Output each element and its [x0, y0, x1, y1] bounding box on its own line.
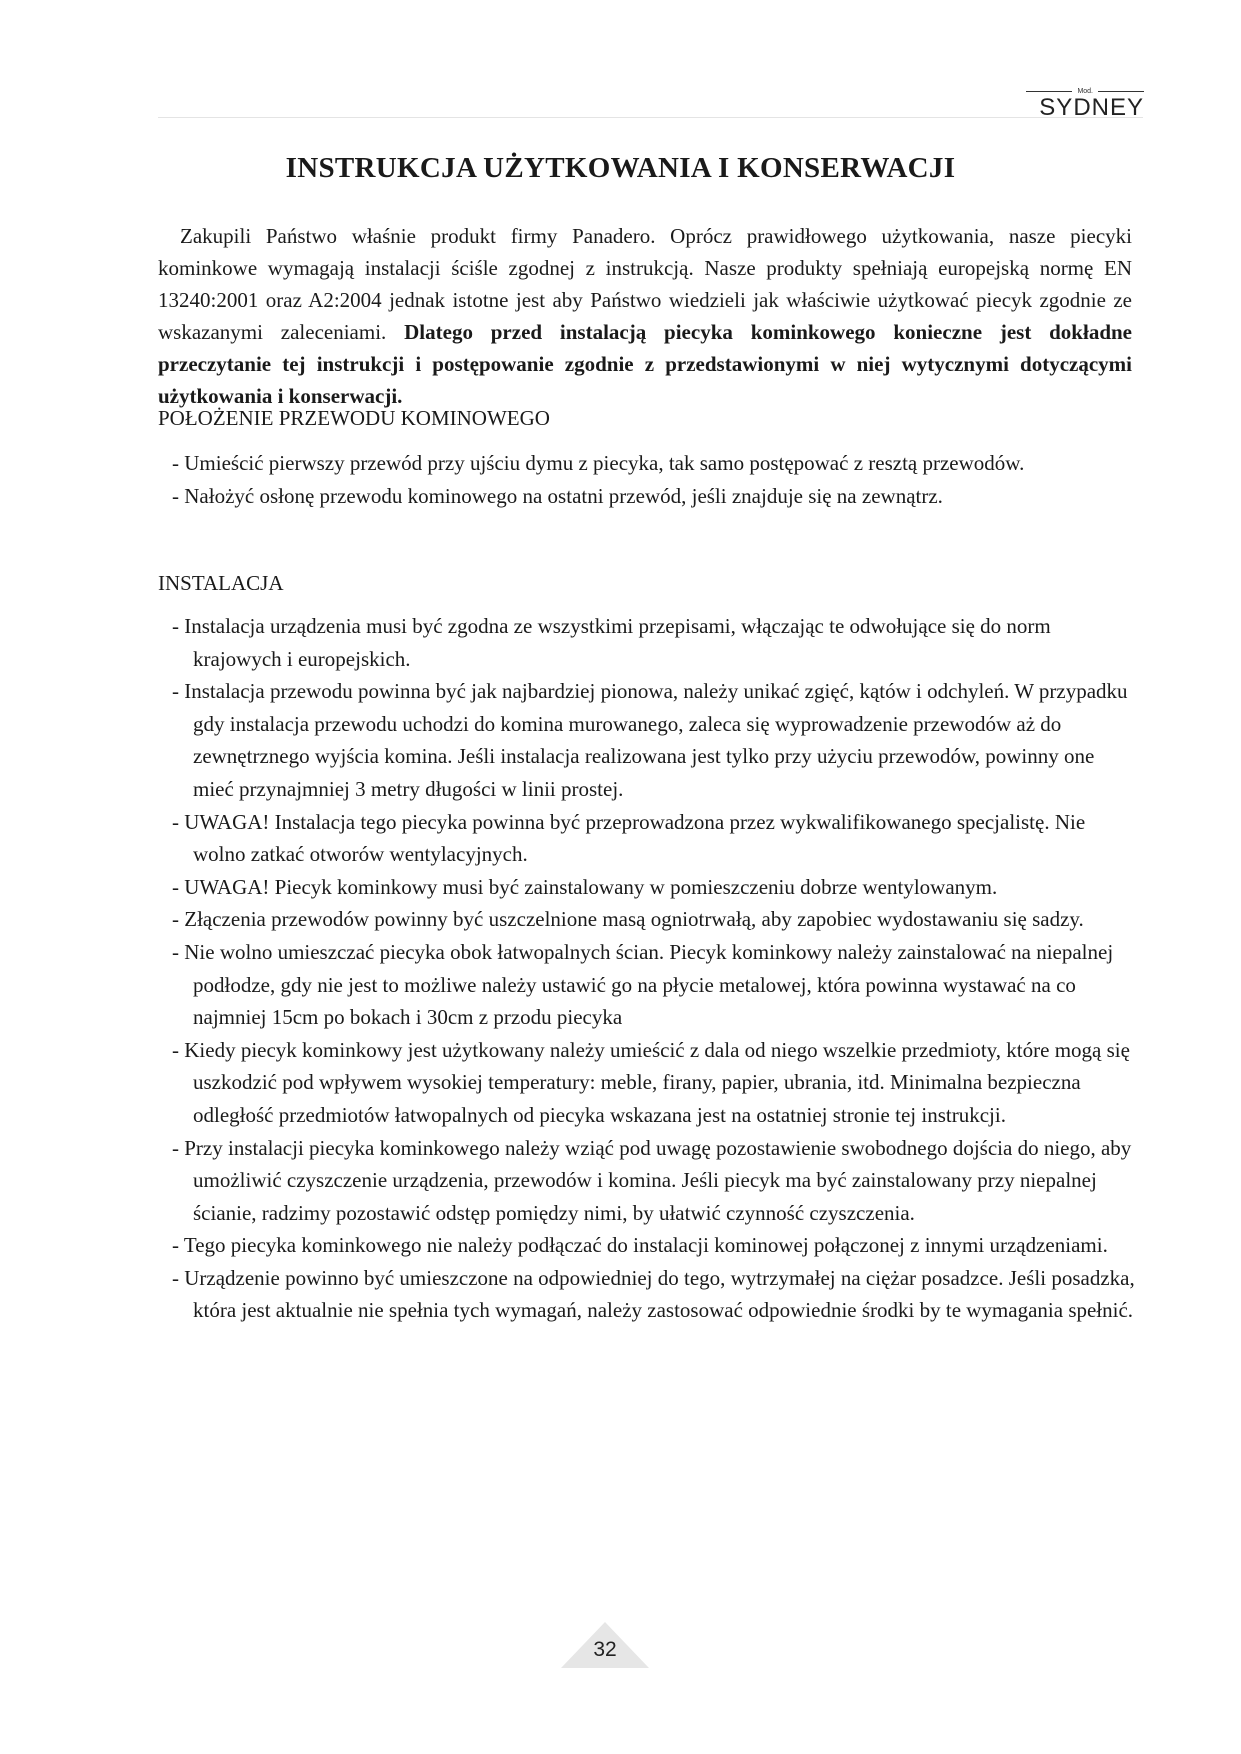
- list-item: - Tego piecyka kominkowego nie należy podłączać do instalacji kominowej połączonej z innymi urządzeniami.: [172, 1233, 1108, 1258]
- intro-text: Zakupili Państwo właśnie produkt firmy Panadero. Oprócz prawidłowego użytkowania, nasze piecyki kominkowe wymagają instalacji ściśle zgodnej z instrukcją. Nasze produkty spełniają europejską normę EN 13240:2001 oraz A2:2004 jednak istotne jest aby Państwo wiedzieli jak właściwie użytkować piecyk zgodnie ze wskazanymi zaleceniami.: [158, 224, 1132, 344]
- brand-logo: [1004, 86, 1144, 120]
- list-item: - UWAGA! Piecyk kominkowy musi być zainstalowany w pomieszczeniu dobrze wentylowanym.: [172, 874, 998, 899]
- list-item: - Instalacja urządzenia musi być zgodna ze wszystkimi przepisami, włączając te odwołujące się do norm krajowych i europejskich.: [172, 614, 1051, 671]
- mod-rule-left: [1026, 91, 1072, 92]
- header-rule: [158, 117, 1143, 118]
- page-number-badge: [561, 1622, 649, 1668]
- installation-list: [172, 610, 1136, 1327]
- list-item: - Instalacja przewodu powinna być jak najbardziej pionowa, należy unikać zgięć, kątów i odchyleń. W przypadku gdy instalacja przewodu uchodzi do komina murowanego, zaleca się wyprowadzenie przewodów aż do zewnętrznego wyjścia komina. Jeśli instalacja realizowana jest tylko przy użyciu przewodów, powinny one mieć przynajmniej 3 metry długości w linii prostej.: [172, 679, 1128, 801]
- model-name: SYDNEY: [1039, 94, 1144, 121]
- list-item: - Nałożyć osłonę przewodu kominowego na ostatni przewód, jeśli znajduje się na zewnątrz.: [172, 483, 943, 508]
- intro-paragraph: [158, 220, 1132, 412]
- list-item: - UWAGA! Instalacja tego piecyka powinna być przeprowadzona przez wykwalifikowanego specjalistę. Nie wolno zatkać otworów wentylacyjnych.: [172, 809, 1086, 867]
- list-item: - Kiedy piecyk kominkowy jest użytkowany należy umieścić z dala od niego wszelkie przedmioty, które mogą się uszkodzić pod wpływem wysokiej temperatury: meble, firany, papier, ubrania, itd. Minimalna bezpieczna odległość przedmiotów łatwopalnych od piecyka wskazana jest na ostatniej stronie tej instrukcji.: [172, 1037, 1130, 1127]
- page-title: INSTRUKCJA UŻYTKOWANIA I KONSERWACJI: [285, 152, 956, 184]
- list-item: - Urządzenie powinno być umieszczone na odpowiedniej do tego, wytrzymałej na ciężar posadzce. Jeśli posadzka, która jest aktualnie nie spełnia tych wymagań, należy zastosować odpowiednie środki by te wymagania spełnić.: [172, 1265, 1135, 1323]
- mod-rule-right: [1098, 91, 1144, 92]
- section-heading-installation: INSTALACJA: [158, 571, 284, 595]
- chimney-list: [172, 447, 1136, 512]
- intro-bold-text: Dlatego przed instalacją piecyka kominkowego konieczne jest dokładne przeczytanie tej instrukcji i postępowanie zgodnie z przedstawionymi w niej wytycznymi dotyczącymi użytkowania i konserwacji.: [158, 320, 1133, 408]
- page-number: 32: [593, 1638, 617, 1661]
- section-heading-chimney: POŁOŻENIE PRZEWODU KOMINOWEGO: [158, 406, 550, 430]
- list-item: - Nie wolno umieszczać piecyka obok łatwopalnych ścian. Piecyk kominkowy należy zainstalować na niepalnej podłodze, gdy nie jest to możliwe należy ustawić go na płycie metalowej, która powinna wystawać na co najmniej 15cm po bokach i 30cm z przodu piecyka: [172, 939, 1114, 1030]
- mod-label: Mod.: [1077, 87, 1093, 95]
- list-item: - Umieścić pierwszy przewód przy ujściu dymu z piecyka, tak samo postępować z resztą przewodów.: [172, 451, 1025, 475]
- list-item: - Złączenia przewodów powinny być uszczelnione masą ogniotrwałą, aby zapobiec wydostawaniu się sadzy.: [172, 907, 1084, 932]
- list-item: - Przy instalacji piecyka kominkowego należy wziąć pod uwagę pozostawienie swobodnego dojścia do niego, aby umożliwić czyszczenie urządzenia, przewodów i komina. Jeśli piecyk ma być zainstalowany przy niepalnej ścianie, radzimy pozostawić odstęp pomiędzy nimi, by ułatwić czynność czyszczenia.: [172, 1135, 1132, 1225]
